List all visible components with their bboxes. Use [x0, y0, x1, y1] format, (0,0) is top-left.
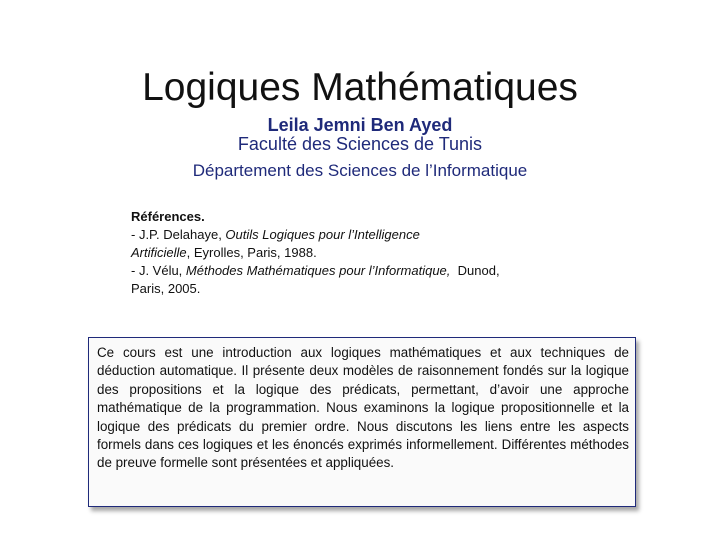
reference-2-suffix-line1: Dunod,	[457, 263, 500, 278]
reference-1-title-line1: Outils Logiques pour l’Intelligence	[225, 227, 420, 242]
reference-2	[131, 262, 601, 298]
faculty-name: Faculté des Sciences de Tunis	[237, 134, 483, 154]
reference-1-title-line2: Artificielle	[131, 245, 187, 260]
references-heading: Références.	[131, 209, 205, 224]
references-block	[131, 208, 601, 298]
department-name: Département des Sciences de l’Informatique	[192, 161, 528, 180]
author-name: Leila Jemni Ben Ayed	[267, 115, 453, 135]
reference-2-prefix: - J. Vélu,	[131, 263, 186, 278]
reference-1	[131, 226, 601, 262]
reference-1-suffix: , Eyrolles, Paris, 1988.	[186, 245, 317, 260]
reference-2-suffix-line2: Paris, 2005.	[131, 281, 201, 296]
abstract-box	[88, 337, 636, 507]
reference-2-title: Méthodes Mathématiques pour l’Informatique,	[185, 263, 451, 278]
reference-1-prefix: - J.P. Delahaye,	[131, 227, 226, 242]
slide-title: Logiques Mathématiques	[142, 66, 578, 109]
abstract-text: Ce cours est une introduction aux logiques mathématiques et aux techniques de déduction automatique. Il présente deux modèles de raisonnement fondés sur la logique des propositions et la logique des prédicats, permettant, d’avoir une approche mathématique de la programmation. Nous examinons la logique propositionnelle et la logique des prédicats du premier ordre. Nous discutons les liens entre les aspects formels dans ces logiques et les énoncés exprimés informellement. Différentes méthodes de preuve formelle sont présentées et appliquées.	[97, 345, 629, 471]
